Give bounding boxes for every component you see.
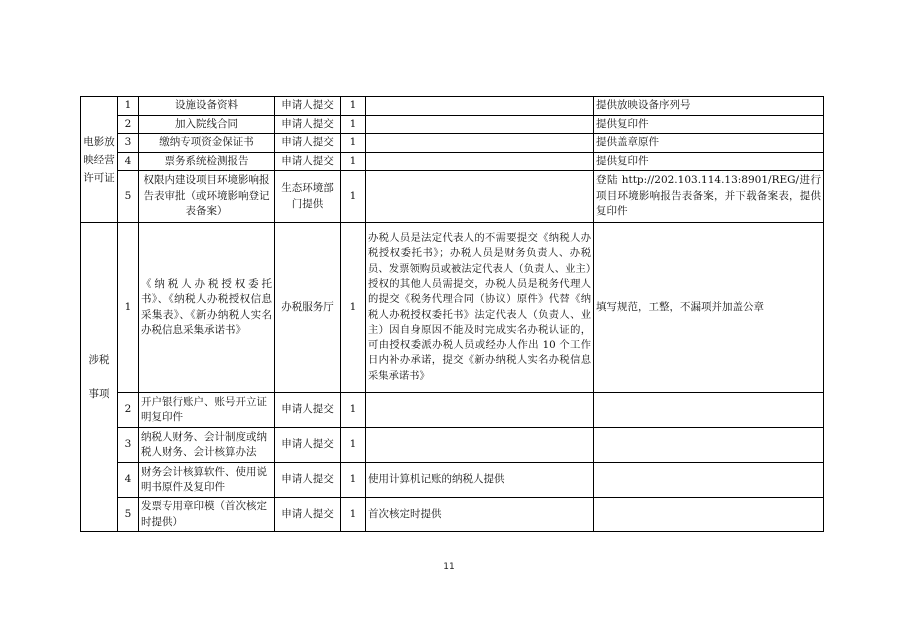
row-number: 2 [118,393,139,428]
material-source: 办税服务厅 [275,223,341,393]
material-source: 申请人提交 [275,115,341,134]
material-source: 申请人提交 [275,97,341,116]
row-number: 1 [118,97,139,116]
material-name: 纳税人财务、会计制度或纳税人财务、会计核算办法 [139,428,275,463]
table-row [81,152,824,171]
material-name: 发票专用章印模（首次核定时提供） [139,498,275,532]
material-name: 《纳税人办税授权委托书》、《纳税人办税授权信息采集表》、《新办纳税人实名办税信息采集承诺书》 [139,223,275,393]
requirement [594,463,824,498]
table-row [81,223,824,393]
material-name: 加入院线合同 [139,115,275,134]
category-cell-tax [81,223,118,532]
copies: 1 [341,223,366,393]
material-source: 申请人提交 [275,393,341,428]
row-number: 3 [118,134,139,153]
table-row [81,498,824,532]
category-line: 涉税 [88,354,110,366]
copies: 1 [341,393,366,428]
note [366,393,594,428]
category-line: 事项 [88,388,110,400]
note: 首次核定时提供 [366,498,594,532]
note [366,134,594,153]
note: 办税人员是法定代表人的不需要提交《纳税人办税授权委托书》；办税人员是财务负责人、办税员、发票领购员或被法定代表人（负责人、业主）授权的其他人员需提交，办税人员是税务代理人的提交《税务代理合同（协议）原件》代替《纳税人办税授权委托书》法定代表人（负责人、业主）因自身原因不能及时完成实名办税认证的，可由授权委派办税人员或经办人作出 10 个工作日内补办承诺，提交《新办纳税人实名办税信息采集承诺书》 [366,223,594,393]
note [366,171,594,223]
note [366,97,594,116]
category-line: 电影放 [83,135,115,148]
page-number: 11 [443,562,455,572]
material-source: 申请人提交 [275,498,341,532]
materials-table [80,96,824,532]
table-row [81,115,824,134]
copies: 1 [341,498,366,532]
requirement: 登陆 http://202.103.114.13:8901/REG/进行项目环境影响报告表备案，并下载备案表，提供复印件 [594,171,824,223]
requirement: 提供放映设备序列号 [594,97,824,116]
row-number: 1 [118,223,139,393]
row-number: 5 [118,171,139,223]
note [366,428,594,463]
table-row [81,171,824,223]
material-name: 票务系统检测报告 [139,152,275,171]
note: 使用计算机记账的纳税人提供 [366,463,594,498]
copies: 1 [341,152,366,171]
material-name: 开户银行账户、账号开立证明复印件 [139,393,275,428]
material-name: 缴纳专项资金保证书 [139,134,275,153]
requirement: 提供复印件 [594,115,824,134]
material-name: 权限内建设项目环境影响报告表审批（或环境影响登记表备案） [139,171,275,223]
copies: 1 [341,463,366,498]
requirement [594,428,824,463]
copies: 1 [341,171,366,223]
table-row [81,463,824,498]
row-number: 4 [118,152,139,171]
category-line: 映经营 [83,153,115,166]
row-number: 4 [118,463,139,498]
requirement: 填写规范，工整，不漏项并加盖公章 [594,223,824,393]
material-source: 生态环境部门提供 [275,171,341,223]
material-source: 申请人提交 [275,152,341,171]
requirement: 提供盖章原件 [594,134,824,153]
note [366,152,594,171]
copies: 1 [341,134,366,153]
requirement [594,393,824,428]
copies: 1 [341,428,366,463]
requirement: 提供复印件 [594,152,824,171]
category-cell-film [81,97,118,223]
note [366,115,594,134]
table-row [81,428,824,463]
copies: 1 [341,115,366,134]
row-number: 3 [118,428,139,463]
category-line: 许可证 [83,171,115,184]
table-row [81,97,824,116]
material-source: 申请人提交 [275,463,341,498]
material-source: 申请人提交 [275,134,341,153]
material-name: 财务会计核算软件、使用说明书原件及复印件 [139,463,275,498]
requirement [594,498,824,532]
row-number: 2 [118,115,139,134]
material-source: 申请人提交 [275,428,341,463]
row-number: 5 [118,498,139,532]
copies: 1 [341,97,366,116]
table-row [81,134,824,153]
table-row [81,393,824,428]
material-name: 设施设备资料 [139,97,275,116]
